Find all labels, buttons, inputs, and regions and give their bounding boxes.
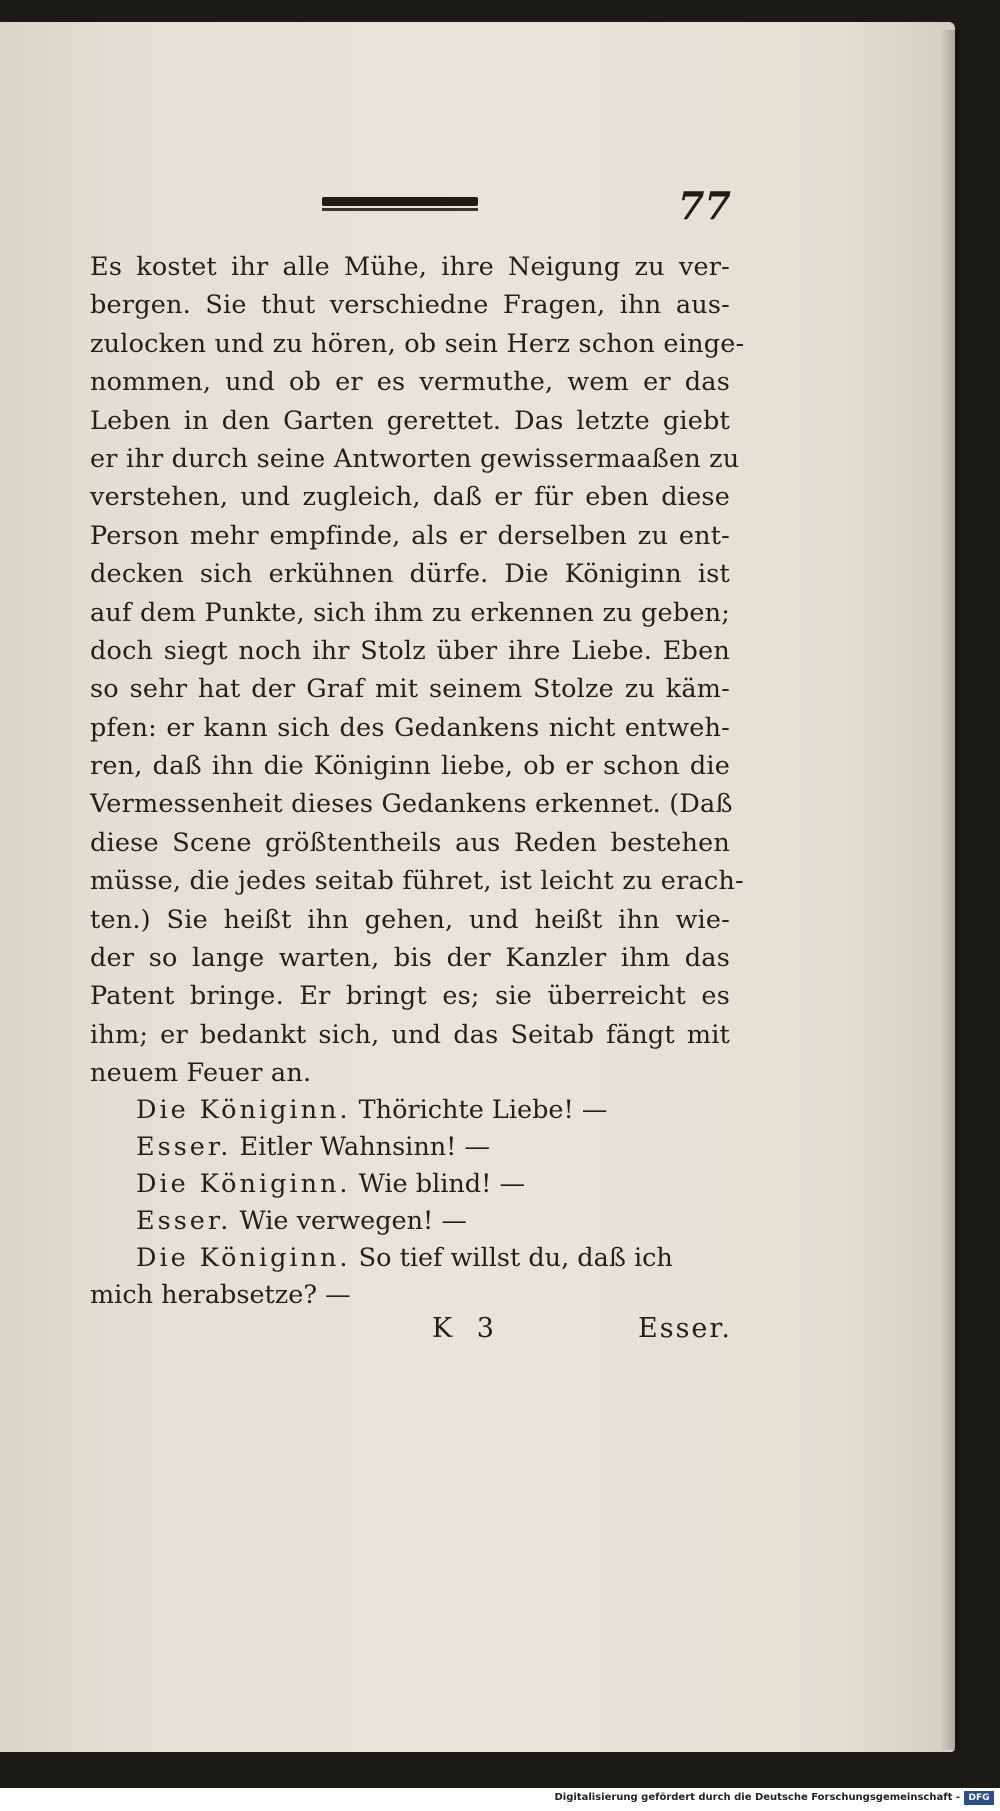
text-line: bergen. Sie thut verschiedne Fragen, ihn aus- — [90, 290, 730, 321]
speech-text: Thörichte Liebe! — — [358, 1095, 608, 1125]
speech-text: Wie verwegen! — — [239, 1206, 467, 1236]
text-line: er ihr durch seine Antworten gewissermaaßen zu — [90, 443, 740, 474]
speaker-name: Die Königinn. — [136, 1095, 351, 1125]
speaker-name: Die Königinn. — [136, 1169, 351, 1199]
text-line: müsse, die jedes seitab führet, ist leicht zu erach- — [90, 866, 744, 897]
page-number: 77 — [678, 183, 731, 228]
text-line: diese Scene größtentheils aus Reden bestehen — [90, 827, 730, 858]
dialogue-block — [90, 1092, 730, 1314]
page-edge-shadow — [940, 30, 960, 1750]
speaker-name: Esser. — [136, 1132, 232, 1162]
text-line: Vermessenheit dieses Gedankens erkennet. (Daß — [90, 789, 733, 820]
dfg-logo-icon: DFG — [964, 1791, 994, 1805]
speech-text: Eitler Wahnsinn! — — [239, 1132, 491, 1162]
dialogue-continuation: mich herabsetze? — — [90, 1280, 351, 1310]
body-text — [90, 248, 745, 1093]
text-line: Es kostet ihr alle Mühe, ihre Neigung zu ver- — [90, 252, 730, 282]
speaker-name: Esser. — [136, 1206, 232, 1236]
signature-mark: K 3 — [432, 1313, 502, 1344]
text-line: Leben in den Garten gerettet. Das letzte giebt — [90, 405, 730, 436]
text-line: auf dem Punkte, sich ihm zu erkennen zu geben; — [90, 597, 731, 628]
text-line: neuem Feuer an. — [90, 1058, 312, 1089]
text-line: decken sich erkühnen dürfe. Die Königinn ist — [90, 559, 730, 590]
text-line: Patent bringe. Er bringt es; sie überreicht es — [90, 981, 730, 1012]
speaker-name: Die Königinn. — [136, 1243, 351, 1273]
text-line: verstehen, und zugleich, daß er für eben diese — [90, 482, 730, 513]
text-line: doch siegt noch ihr Stolz über ihre Liebe. Eben — [90, 635, 730, 666]
text-line: ihm; er bedankt sich, und das Seitab fängt mit — [90, 1019, 730, 1050]
text-line: ren, daß ihn die Königinn liebe, ob er schon die — [90, 751, 730, 782]
text-line: so sehr hat der Graf mit seinem Stolze zu käm- — [90, 674, 730, 705]
header-rule — [322, 197, 478, 206]
text-line: zulocken und zu hören, ob sein Herz schon einge- — [90, 328, 745, 359]
dialogue-line — [90, 1166, 730, 1203]
dialogue-line — [90, 1240, 730, 1277]
text-line: nommen, und ob er es vermuthe, wem er das — [90, 367, 730, 398]
text-line: Person mehr empfinde, als er derselben zu ent- — [90, 520, 730, 551]
dialogue-line — [90, 1092, 730, 1129]
speech-text: So tief willst du, daß ich — [358, 1243, 673, 1273]
dialogue-line — [90, 1203, 730, 1240]
text-line: ten.) Sie heißt ihn gehen, und heißt ihn wie- — [90, 904, 730, 935]
funding-credit: Digitalisierung gefördert durch die Deutsche Forschungsgemeinschaft - — [554, 1792, 960, 1803]
catchword: Esser. — [638, 1313, 732, 1344]
dialogue-line — [90, 1129, 730, 1166]
text-line: pfen: er kann sich des Gedankens nicht entweh- — [90, 712, 730, 743]
speech-text: Wie blind! — — [358, 1169, 525, 1199]
text-line: der so lange warten, bis der Kanzler ihm das — [90, 943, 730, 974]
